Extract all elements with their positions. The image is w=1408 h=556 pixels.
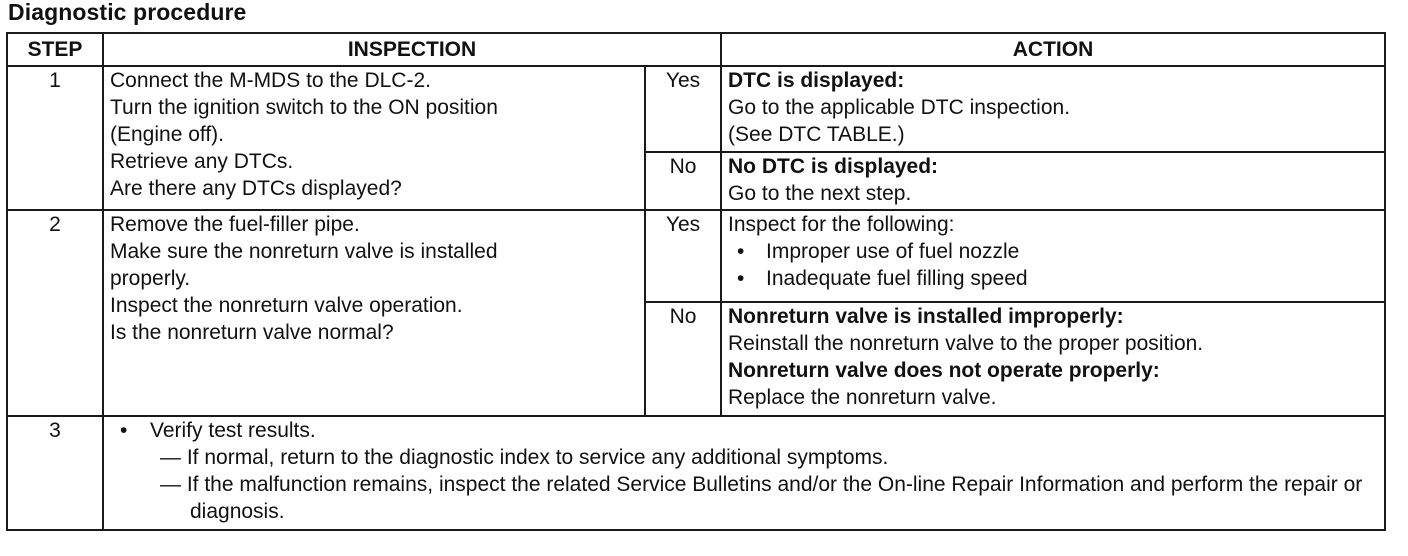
- dash-item: — If the malfunction remains, inspect the related Service Bulletins and/or the On-line Repair Information and perform the repair or diagnosis.: [160, 473, 1363, 523]
- step-header: STEP: [7, 33, 103, 66]
- no-label: No: [645, 152, 721, 210]
- diagnostic-procedure-table: [6, 32, 1386, 531]
- inspection-header: INSPECTION: [103, 33, 721, 66]
- step-2-yes-row: [7, 210, 1385, 302]
- step-1-inspection: [103, 66, 645, 210]
- action-heading: Nonreturn valve is installed improperly:: [728, 305, 1124, 328]
- step-3-row: [7, 416, 1385, 530]
- inspection-line: (Engine off).: [110, 123, 225, 146]
- page-title: Diagnostic procedure: [8, 0, 247, 25]
- inspection-line: Is the nonreturn valve normal?: [110, 321, 394, 344]
- action-heading: Nonreturn valve does not operate properly:: [728, 359, 1160, 382]
- bullet-icon: •: [120, 419, 128, 442]
- step-1-yes-row: [7, 66, 1385, 152]
- inspection-line: Make sure the nonreturn valve is installed: [110, 240, 498, 263]
- bullet-item: [110, 417, 1378, 444]
- dash-item: — If normal, return to the diagnostic index to service any additional symptoms.: [160, 446, 889, 469]
- action-intro: Inspect for the following:: [728, 213, 955, 236]
- no-label: No: [645, 302, 721, 416]
- bullet-icon: •: [737, 267, 745, 290]
- bullet-text: Verify test results.: [150, 419, 316, 442]
- yes-label: Yes: [645, 210, 721, 302]
- action-heading: No DTC is displayed:: [728, 155, 939, 178]
- inspection-line: Connect the M-MDS to the DLC-2.: [110, 69, 431, 92]
- inspection-line: Are there any DTCs displayed?: [110, 177, 402, 200]
- inspection-line: Inspect the nonreturn valve operation.: [110, 294, 463, 317]
- step-2-inspection: [103, 210, 645, 416]
- action-line: Replace the nonreturn valve.: [728, 386, 997, 409]
- action-line: (See DTC TABLE.): [728, 123, 905, 146]
- action-line: Go to the next step.: [728, 182, 912, 205]
- action-header: ACTION: [721, 33, 1385, 66]
- step-1-yes-action: [721, 66, 1385, 152]
- action-line: Go to the applicable DTC inspection.: [728, 96, 1071, 119]
- step-number: 1: [7, 66, 103, 210]
- step-3-content: [103, 416, 1385, 530]
- inspection-line: properly.: [110, 267, 191, 290]
- step-number: 2: [7, 210, 103, 416]
- yes-label: Yes: [645, 66, 721, 152]
- bullet-item: [728, 265, 1378, 292]
- action-heading: DTC is displayed:: [728, 69, 905, 92]
- step-number: 3: [7, 416, 103, 530]
- bullet-icon: •: [737, 240, 745, 263]
- inspection-line: Retrieve any DTCs.: [110, 150, 294, 173]
- step-1-no-action: [721, 152, 1385, 210]
- action-line: Reinstall the nonreturn valve to the proper position.: [728, 332, 1204, 355]
- step-2-yes-action: [721, 210, 1385, 302]
- bullet-text: Inadequate fuel filling speed: [766, 267, 1028, 290]
- bullet-text: Improper use of fuel nozzle: [766, 240, 1020, 263]
- inspection-line: Remove the fuel-filler pipe.: [110, 213, 360, 236]
- inspection-line: Turn the ignition switch to the ON position: [110, 96, 498, 119]
- step-2-no-action: [721, 302, 1385, 416]
- header-row: [7, 33, 1385, 66]
- bullet-item: [728, 238, 1378, 265]
